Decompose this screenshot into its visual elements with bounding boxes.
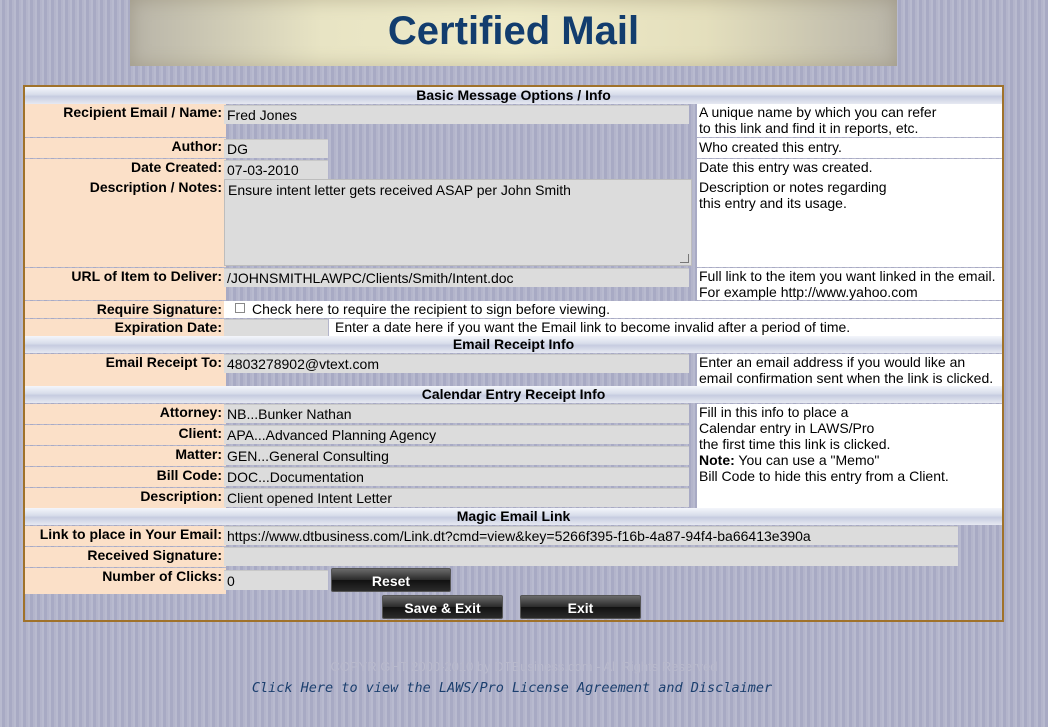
recipient-help	[697, 104, 1002, 137]
section-email-receipt-header: Email Receipt Info	[25, 336, 1002, 353]
copyright-text: COPYRIGHT 2000-2010 by DTBusiness.com - All Rights Reserved	[330, 659, 718, 674]
expiration-help: Enter a date here if you want the Email link to become invalid after a period of time.	[335, 319, 851, 335]
calendar-help-line3: the first time this link is clicked.	[699, 436, 891, 452]
calendar-help-note: Note:	[699, 452, 735, 468]
email-receipt-help-line2: email confirmation sent when the link is clicked.	[699, 370, 994, 386]
matter-input[interactable]: GEN...General Consulting	[224, 446, 689, 465]
clicks-label: Number of Clicks:	[25, 568, 226, 594]
url-help	[697, 268, 1002, 300]
calendar-help-line4	[699, 452, 1002, 468]
client-input[interactable]: APA...Advanced Planning Agency	[224, 425, 689, 444]
section-basic-header: Basic Message Options / Info	[25, 87, 1002, 104]
save-exit-button[interactable]: Save & Exit	[382, 595, 503, 619]
page-header	[130, 0, 897, 66]
exit-button[interactable]: Exit	[520, 595, 641, 619]
url-label: URL of Item to Deliver:	[25, 268, 226, 300]
description-help-line2: this entry and its usage.	[699, 195, 847, 211]
author-help: Who created this entry.	[697, 138, 1002, 158]
client-label: Client:	[25, 425, 226, 445]
recipient-label: Recipient Email / Name:	[25, 104, 226, 137]
url-help-line2: For example http://www.yahoo.com	[699, 284, 918, 300]
expiration-help-cell	[329, 319, 1002, 336]
description-label: Description / Notes:	[25, 179, 226, 267]
expiration-label: Expiration Date:	[25, 319, 226, 336]
description-help	[697, 179, 1002, 267]
require-signature-checkbox[interactable]	[235, 303, 245, 313]
email-receipt-help	[697, 354, 1002, 386]
require-signature-text: Check here to require the recipient to sign before viewing.	[252, 301, 610, 317]
recipient-help-line1: A unique name by which you can refer	[699, 104, 937, 120]
magic-link-label: Link to place in Your Email:	[25, 526, 226, 546]
calendar-help	[697, 404, 1002, 508]
calendar-help-line5: Bill Code to hide this entry from a Client.	[699, 468, 949, 484]
certified-mail-form	[23, 85, 1004, 622]
url-help-line1: Full link to the item you want linked in the email.	[699, 268, 996, 284]
date-created-input[interactable]: 07-03-2010	[224, 160, 328, 179]
require-signature-label: Require Signature:	[25, 301, 226, 318]
section-magic-header: Magic Email Link	[25, 508, 1002, 525]
author-input[interactable]: DG	[224, 139, 328, 158]
recipient-input[interactable]: Fred Jones	[224, 105, 689, 124]
attorney-input[interactable]: NB...Bunker Nathan	[224, 404, 689, 423]
date-created-label: Date Created:	[25, 159, 226, 179]
resize-handle[interactable]	[680, 254, 689, 263]
expiration-input[interactable]	[224, 319, 328, 336]
page-title: Certified Mail	[387, 9, 640, 53]
calendar-help-line1: Fill in this info to place a	[699, 404, 849, 420]
calendar-help-note-text: You can use a "Memo"	[734, 452, 880, 468]
url-input[interactable]: /JOHNSMITHLAWPC/Clients/Smith/Intent.doc	[224, 268, 689, 287]
received-signature-input[interactable]	[224, 547, 958, 566]
calendar-description-input[interactable]: Client opened Intent Letter	[224, 488, 689, 507]
email-receipt-input[interactable]: 4803278902@vtext.com	[224, 354, 689, 373]
clicks-input[interactable]: 0	[224, 570, 328, 590]
description-text: Ensure intent letter gets received ASAP per John Smith	[228, 182, 571, 198]
recipient-help-line2: to this link and find it in reports, etc.	[699, 120, 919, 136]
received-signature-label: Received Signature:	[25, 547, 226, 567]
email-receipt-help-line1: Enter an email address if you would like an	[699, 354, 966, 370]
description-textarea[interactable]	[224, 179, 692, 266]
author-label: Author:	[25, 138, 226, 158]
calendar-description-label: Description:	[25, 488, 226, 508]
magic-link-input[interactable]: https://www.dtbusiness.com/Link.dt?cmd=view&key=5266f395-f16b-4a87-94f4-ba66413e390a	[224, 526, 958, 545]
description-help-line1: Description or notes regarding	[699, 179, 887, 195]
require-signature-cell	[224, 301, 1002, 318]
attorney-label: Attorney:	[25, 404, 226, 424]
license-link[interactable]: Click Here to view the LAWS/Pro License Agreement and Disclaimer	[251, 680, 773, 696]
date-created-help: Date this entry was created.	[697, 159, 1002, 179]
reset-button[interactable]: Reset	[331, 568, 451, 592]
bill-code-label: Bill Code:	[25, 467, 226, 487]
matter-label: Matter:	[25, 446, 226, 466]
bill-code-input[interactable]: DOC...Documentation	[224, 467, 689, 486]
section-calendar-header: Calendar Entry Receipt Info	[25, 386, 1002, 403]
email-receipt-label: Email Receipt To:	[25, 354, 226, 386]
calendar-help-line2: Calendar entry in LAWS/Pro	[699, 420, 875, 436]
